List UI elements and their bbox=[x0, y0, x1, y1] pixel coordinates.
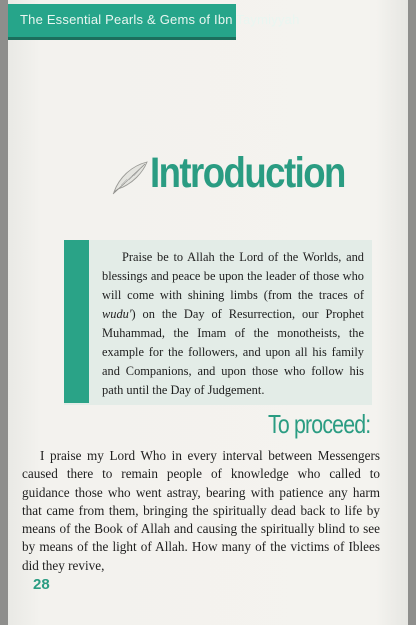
body-paragraph: I praise my Lord Who in every interval between Messengers caused there to remain people of knowledge who called to guidance those who went astray, bearing with patience any harm that came from them, bringing the spiritually dead back to life by means of the Book of Allah and causing the spiritually blind to see by means of the light of Allah. How many of the victims of Iblees did they revive, bbox=[22, 448, 380, 573]
header-title: The Essential Pearls & Gems of Ibn Taymiyyah bbox=[20, 12, 300, 27]
book-page bbox=[8, 0, 408, 625]
intro-text-end: ) on the Day of Resurrection, our Prophet Muhammad, the Imam of the monotheists, the example for the followers, and upon all his family and Companions, and upon those who follow his path until the Day of Judgement. bbox=[102, 307, 364, 397]
page-number: 28 bbox=[33, 576, 50, 593]
chapter-title: Introduction bbox=[150, 149, 345, 197]
intro-paragraph bbox=[102, 248, 364, 400]
running-header bbox=[8, 4, 300, 40]
intro-italic-term: wudu' bbox=[102, 307, 132, 321]
intro-text-start: Praise be to Allah the Lord of the Worlds, and blessings and peace be upon the leader of those who will come with shining limbs (from the traces of bbox=[102, 250, 364, 302]
intro-accent-bar bbox=[64, 240, 89, 403]
subheading: To proceed: bbox=[268, 409, 371, 439]
feather-icon bbox=[109, 158, 151, 196]
